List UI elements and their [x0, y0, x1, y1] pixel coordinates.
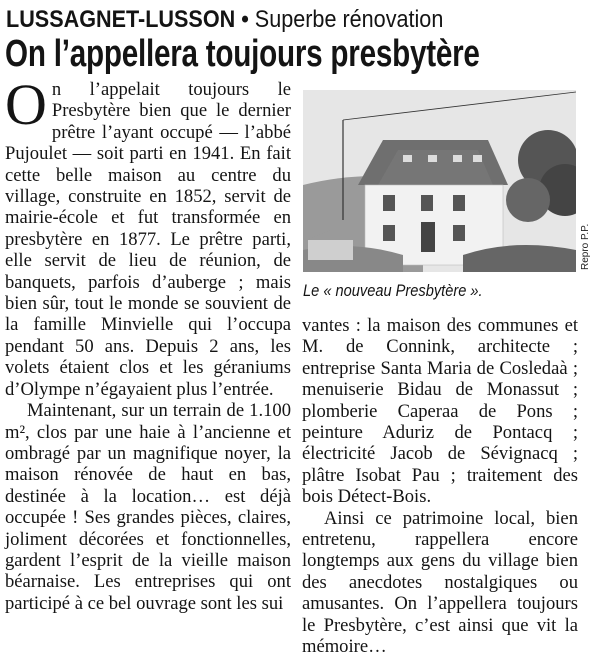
paragraph-1 [5, 72, 291, 400]
drop-cap: O [5, 72, 47, 137]
paragraph-1-text: n l’appelait toujours le Presbytère bien que le dernier prêtre l’ayant occupé — l’abbé Pujoulet — soit parti en 1941. En fait cette belle maison au centre du village, construite en 1852, servit de mairie-école et fut transformée en presbytère en 1877. Le prêtre parti, elle servit de lieu de réunion, de banquets, parfois d’auberge ; mais bien sûr, tout le monde se souvient de la famille Minvielle qui l’occupa pendant 50 ans. Depuis 2 ans, les volets étaient clos et les géraniums d’Olympe n’égayaient plus l’entrée. [5, 79, 291, 400]
house-photo-image [303, 90, 576, 272]
kicker [6, 6, 546, 34]
house-photo [303, 90, 576, 272]
kicker-place: LUSSAGNET-LUSSON [6, 6, 236, 33]
paragraph-2: Maintenant, sur un terrain de 1.100 m², clos par une haie à l’ancienne et ombragé par un magnifique noyer, la maison rénovée de haut en bas, destinée à la location… est déjà occupée ! Ses grandes pièces, claires, joliment décorées et fonctionnelles, gardent l’esprit de la vieille maison béarnaise. Les entreprises qui ont participé à ce bel ouvrage sont les sui [5, 400, 291, 614]
article-column-2 [302, 315, 578, 658]
article-column-1 [5, 72, 291, 654]
paragraph-2-continued: vantes : la maison des communes et M. de Connink, architecte ; entreprise Santa Maria de Cosledaà ; menuiserie Bidau de Monassut ; plomberie Caperaa de Pons ; peinture Aduriz de Pontacq ; électricité Jacob de Sévignacq ; plâtre Isobat Pau ; traitement des bois Détect-Bois. [302, 315, 578, 508]
kicker-separator: • [241, 6, 249, 33]
kicker-topic: Superbe rénovation [254, 6, 444, 33]
headline: On l’appellera toujours presbytère [5, 33, 480, 75]
photo-caption: Le « nouveau Presbytère ». [303, 281, 483, 300]
paragraph-3: Ainsi ce patrimoine local, bien entretenu, rappellera encore longtemps aux gens du village bien des anecdotes nostalgiques ou amusantes. On l’appellera toujours le Presbytère, c’est ainsi que vit la mémoire… [302, 507, 578, 658]
photo-credit: Repro P.P. [580, 223, 591, 270]
